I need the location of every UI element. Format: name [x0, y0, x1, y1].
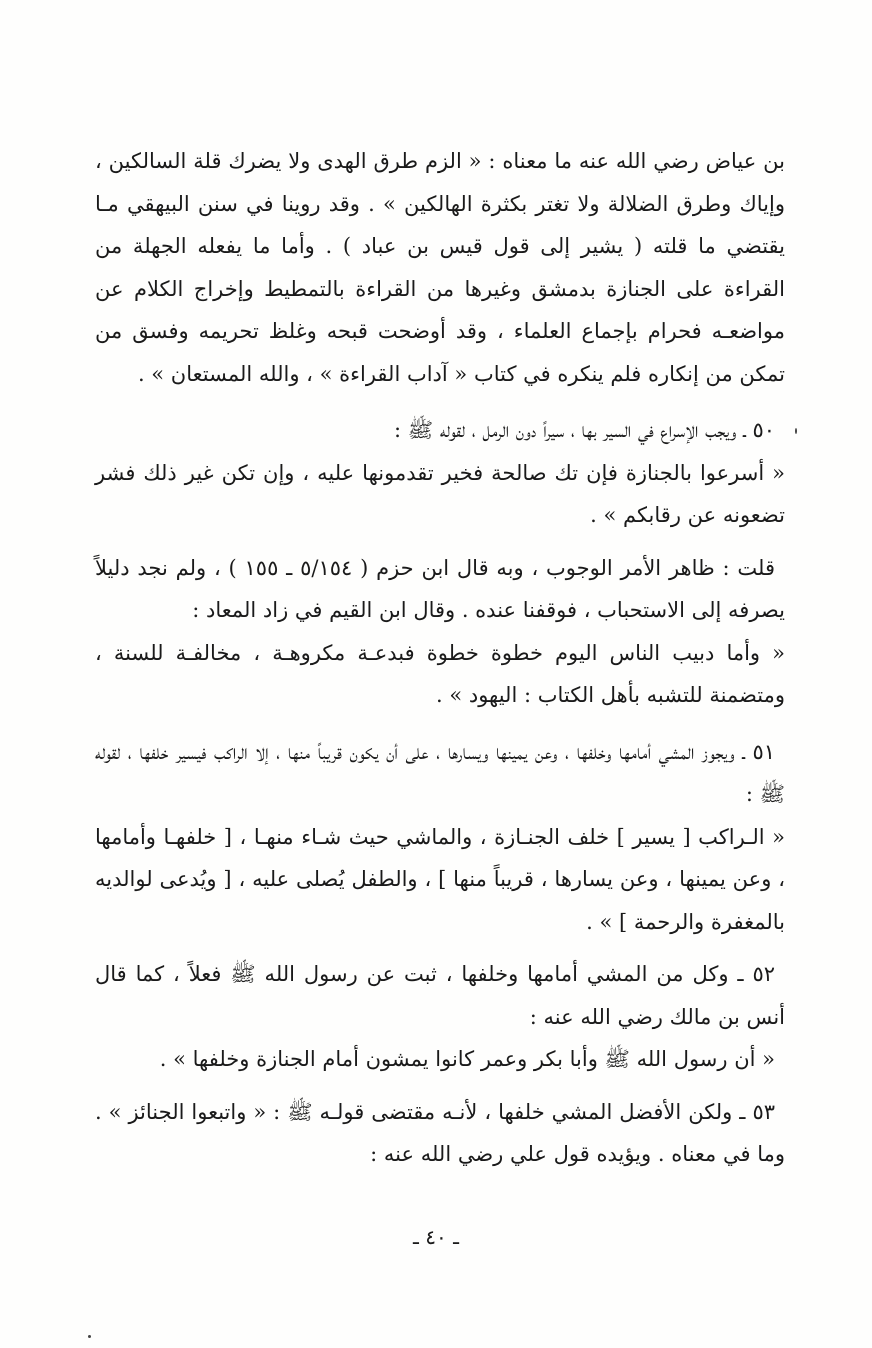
paragraph-commentary: قلت : ظاهر الأمر الوجوب ، وبه قال ابن حزم ( ٥/١٥٤ ـ ١٥٥ ) ، ولم نجد دليلاً يصرفه إلى الاستحباب ، فوقفنا عنده . وقال ابن القيم في زاد المعاد : [95, 555, 785, 622]
paragraph-item-51: ٥١ ـ ويجوز المشي أمامها وخلفها ، وعن يمينها ويسارها ، على أن يكون قريباً منها ، إلا الراكب فيسير خلفها ، لقوله ﷺ : [95, 739, 785, 806]
quote-ibn-qayyim: « وأما دبيب الناس اليوم خطوة خطوة فبدعـة مكروهـة ، مخالفـة للسنة ، ومتضمنة للتشبه بأهل الكتاب : اليهود » . [95, 640, 785, 707]
hadith-quote-hasten: « أسرعوا بالجنازة فإن تك صالحة فخير تقدمونها عليه ، وإن تكن غير ذلك فشر تضعونه عن رقابكم » . [95, 460, 785, 527]
body-text [95, 140, 785, 1176]
paragraph-item-52: ٥٢ ـ وكل من المشي أمامها وخلفها ، ثبت عن رسول الله ﷺ فعلاً ، كما قال أنس بن مالك رضي الله عنه : [95, 962, 785, 1029]
scan-speck [795, 428, 797, 434]
hadith-quote-anas: « أن رسول الله ﷺ وأبا بكر وعمر كانوا يمشون أمام الجنازة وخلفها » . [159, 1047, 775, 1071]
page-number: ـ ٤٠ ـ [413, 1225, 459, 1249]
paragraph-item-50: ٥٠ ـ ويجب الإسراع في السير بها ، سيراً دون الرمل ، لقوله ﷺ : [394, 418, 775, 442]
paragraph-intro: بن عياض رضي الله عنه ما معناه : « الزم طرق الهدى ولا يضرك قلة السالكين ، وإياك وطرق الضلالة ولا تغتر بكثرة الهالكين » . وقد روينا في سنن البيهقي مـا يقتضي ما قلته ( يشير إلى قول قيس بن عباد ) . وأما ما يفعله الجهلة من القراءة على الجنازة بدمشق وغيرها من القراءة بالتمطيط وإخراج الكلام عن مواضعـه فحرام بإجماع العلماء ، وقد أوضحت قبحه وغلظ تحريمه وفسق من تمكن من إنكاره فلم ينكره في كتاب « آداب القراءة » ، والله المستعان » . [95, 149, 785, 386]
hadith-quote-rider: « الـراكب [ يسير ] خلف الجنـازة ، والماشي حيث شـاء منهـا ، [ خلفهـا وأمامها ، وعن يمينها ، وعن يسارها ، قريباً منها ] ، والطفل يُصلى عليه ، [ ويُدعى لوالديه بالمغفرة والرحمة ] » . [95, 824, 785, 934]
scan-speck [88, 1335, 91, 1338]
paragraph-item-53: ٥٣ ـ ولكن الأفضل المشي خلفها ، لأنـه مقتضى قولـه ﷺ : « واتبعوا الجنائز » . وما في معناه . ويؤيده قول علي رضي الله عنه : [95, 1099, 785, 1166]
